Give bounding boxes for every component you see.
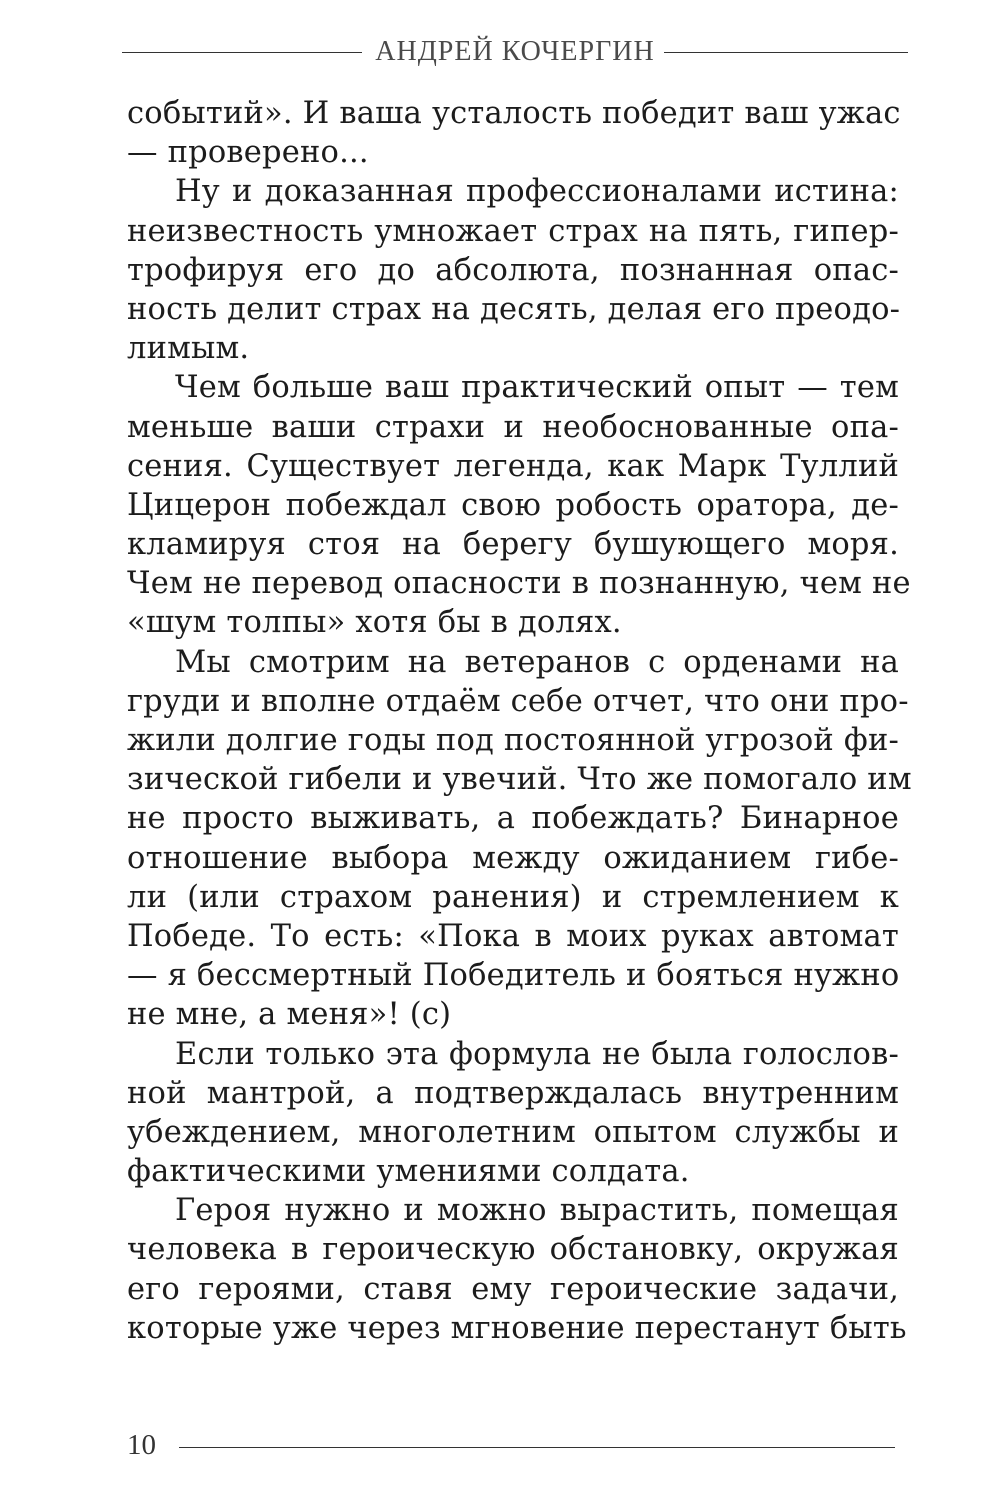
text-line: фактическими умениями солдата. bbox=[127, 1154, 690, 1190]
text-line: событий». И ваша усталость победит ваш ужас bbox=[127, 96, 901, 131]
text-line: зической гибели и увечий. Что же помогало им bbox=[127, 762, 912, 798]
text-line: Чем не перевод опасности в познанную, чем не bbox=[127, 566, 911, 602]
text-line: — я бессмертный Победитель и бояться нужно bbox=[127, 958, 900, 994]
text-line: человека в героическую обстановку, окружая bbox=[127, 1232, 899, 1268]
text-line: Чем больше ваш практический опыт — тем bbox=[175, 370, 899, 406]
text-line: не мне, а меня»! (с) bbox=[127, 997, 452, 1033]
text-line: его героями, ставя ему героические задачи, bbox=[127, 1271, 899, 1307]
text-line: ность делит страх на десять, делая его преодо- bbox=[127, 291, 901, 327]
header-rule-right bbox=[664, 52, 908, 53]
running-header bbox=[122, 30, 908, 74]
text-line: Мы смотрим на ветеранов с орденами на bbox=[175, 644, 899, 680]
text-line: неизвестность умножает страх на пять, гипер- bbox=[127, 213, 899, 249]
running-title: АНДРЕЙ КОЧЕРГИН bbox=[375, 36, 655, 67]
text-line: ной мантрой, а подтверждалась внутренним bbox=[127, 1075, 899, 1111]
text-line: отношение выбора между ожиданием гибе- bbox=[127, 840, 899, 876]
text-line: кламируя стоя на берегу бушующего моря. bbox=[127, 527, 899, 563]
text-line: груди и вполне отдаём себе отчет, что они про- bbox=[127, 683, 909, 719]
text-line: лимым. bbox=[127, 331, 250, 367]
text-line: сения. Существует легенда, как Марк Туллий bbox=[127, 448, 899, 484]
text-line: Героя нужно и можно вырастить, помещая bbox=[175, 1193, 899, 1229]
text-line: Цицерон побеждал свою робость оратора, де- bbox=[127, 487, 899, 523]
text-line: не просто выживать, а побеждать? Бинарное bbox=[127, 801, 899, 837]
text-line: убеждением, многолетним опытом службы и bbox=[127, 1114, 899, 1150]
page-number: 10 bbox=[127, 1429, 156, 1461]
text-line: Победе. То есть: «Пока в моих руках автомат bbox=[127, 918, 899, 954]
text-line: Если только эта формула не была голослов- bbox=[175, 1036, 899, 1072]
footer-rule bbox=[179, 1447, 895, 1448]
page-footer bbox=[127, 1425, 895, 1465]
text-line: ли (или страхом ранения) и стремлением к bbox=[127, 879, 899, 915]
text-line: «шум толпы» хотя бы в долях. bbox=[127, 605, 622, 641]
text-line: — проверено... bbox=[127, 135, 369, 171]
text-line: Ну и доказанная профессионалами истина: bbox=[175, 174, 899, 210]
text-line: жили долгие годы под постоянной угрозой фи- bbox=[127, 723, 899, 758]
text-line: которые уже через мгновение перестанут быть bbox=[127, 1310, 907, 1346]
text-line: трофируя его до абсолюта, познанная опас- bbox=[127, 252, 899, 288]
body-text bbox=[127, 94, 912, 1348]
text-line: меньше ваши страхи и необоснованные опа- bbox=[127, 409, 899, 445]
